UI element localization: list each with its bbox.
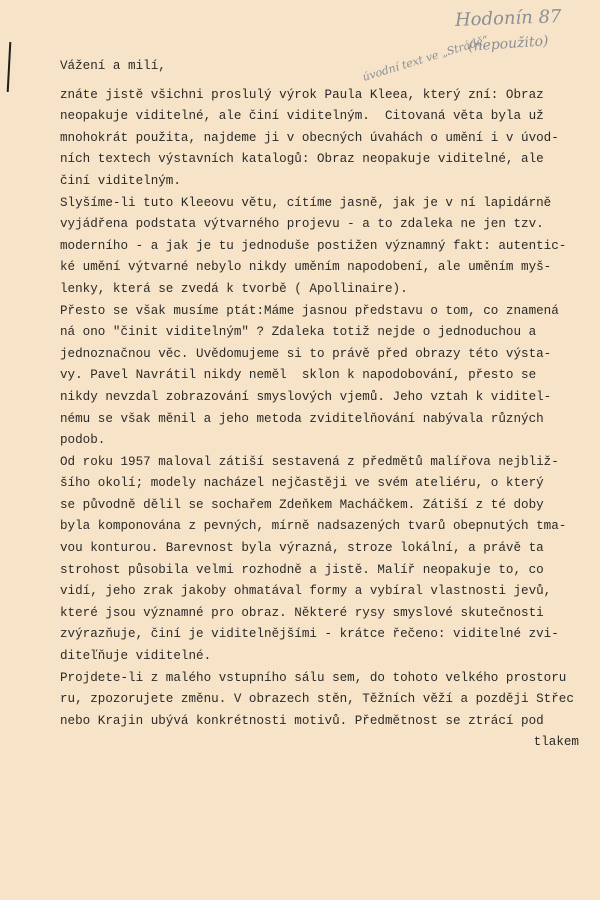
handwritten-note-intro-text: úvodní text ve „Strádě“ <box>360 33 491 84</box>
text-line: nebo Krajin ubývá konkrétnosti motivů. Předmětnost se ztrácí pod <box>60 713 544 728</box>
text-line: ních textech výstavních katalogů: Obraz neopakuje viditelné, ale <box>60 152 544 167</box>
text-line: vy. Pavel Navrátil nikdy neměl sklon k napodobování, přesto se <box>60 368 537 383</box>
text-line: se původně dělil se sochařem Zdeňkem Macháčkem. Zátiší z té doby <box>60 497 544 512</box>
text-line: Projdete-li z malého vstupního sálu sem, do tohoto velkého prostoru <box>60 670 567 685</box>
text-line: ná ono "činit viditelným" ? Zdaleka totiž nejde o jednoduchou a <box>60 325 537 340</box>
catchword: tlakem <box>533 735 579 750</box>
text-line: jednoznačnou věc. Uvědomujeme si to právě před obrazy této výsta- <box>60 346 552 361</box>
salutation: Vážení a milí, <box>60 59 166 73</box>
text-line: ké umění výtvarné nebylo nikdy uměním napodobení, ale uměním myš- <box>60 260 552 275</box>
text-line: lenky, která se zvedá k tvorbě ( Apollinaire). <box>60 281 408 296</box>
text-line: strohost působila velmi rozhodně a jistě. Malíř neopakuje to, co <box>60 562 544 577</box>
text-line: znáte jistě všichni proslulý výrok Paula Kleea, který zní: Obraz <box>60 87 544 102</box>
handwritten-note-place-year: Hodonín 87 <box>454 6 562 31</box>
handwritten-note-unused: (nepoužito) <box>467 33 550 55</box>
text-line: Slyšíme-li tuto Kleeovu větu, cítíme jasně, jak je v ní lapidárně <box>60 195 552 210</box>
text-line: vou konturou. Barevnost byla výrazná, stroze lokální, a právě ta <box>60 541 544 556</box>
text-line: byla komponována z pevných, mírně nadsazených tvarů obepnutých tma- <box>60 519 567 534</box>
text-line: ru, zpozorujete změnu. V obrazech stěn, Těžních věží a později Střec <box>60 692 574 707</box>
text-line: Od roku 1957 maloval zátiší sestavená z předmětů malířova nejbliž- <box>60 454 559 469</box>
text-line: činí viditelným. <box>60 173 181 188</box>
text-line: nému se však měnil a jeho metoda zviditelňování nabývala různých <box>60 411 544 426</box>
text-line: diteľňuje viditelné. <box>60 649 212 664</box>
text-line: které jsou významné pro obraz. Některé rysy smyslové skutečnosti <box>60 605 544 620</box>
text-line: neopakuje viditelné, ale činí viditelným. Citovaná věta byla už <box>60 109 544 124</box>
text-line: Přesto se však musíme ptát:Máme jasnou představu o tom, co znamená <box>60 303 559 318</box>
text-line: šího okolí; modely nacházel nejčastěji ve svém ateliéru, o který <box>60 476 544 491</box>
text-line: mnohokrát použita, najdeme ji v obecných úvahách o umění i v úvod- <box>60 130 559 145</box>
text-line: nikdy nevzdal zobrazování smyslových vjemů. Jeho vztah k viditel- <box>60 389 552 404</box>
text-line: podob. <box>60 433 106 448</box>
margin-pen-mark <box>7 42 12 92</box>
text-line: vyjádřena podstata výtvarného projevu - a to zdaleka ne jen tzv. <box>60 217 544 232</box>
text-line: vidí, jeho zrak jakoby ohmatával formy a vybíral vlastnosti jevů, <box>60 584 552 599</box>
text-line: moderního - a jak je tu jednoduše postižen významný fakt: autentic- <box>60 238 567 253</box>
text-line: zvýrazňuje, činí je viditelnějšími - krátce řečeno: viditelné zvi- <box>60 627 559 642</box>
body-text <box>60 56 595 754</box>
